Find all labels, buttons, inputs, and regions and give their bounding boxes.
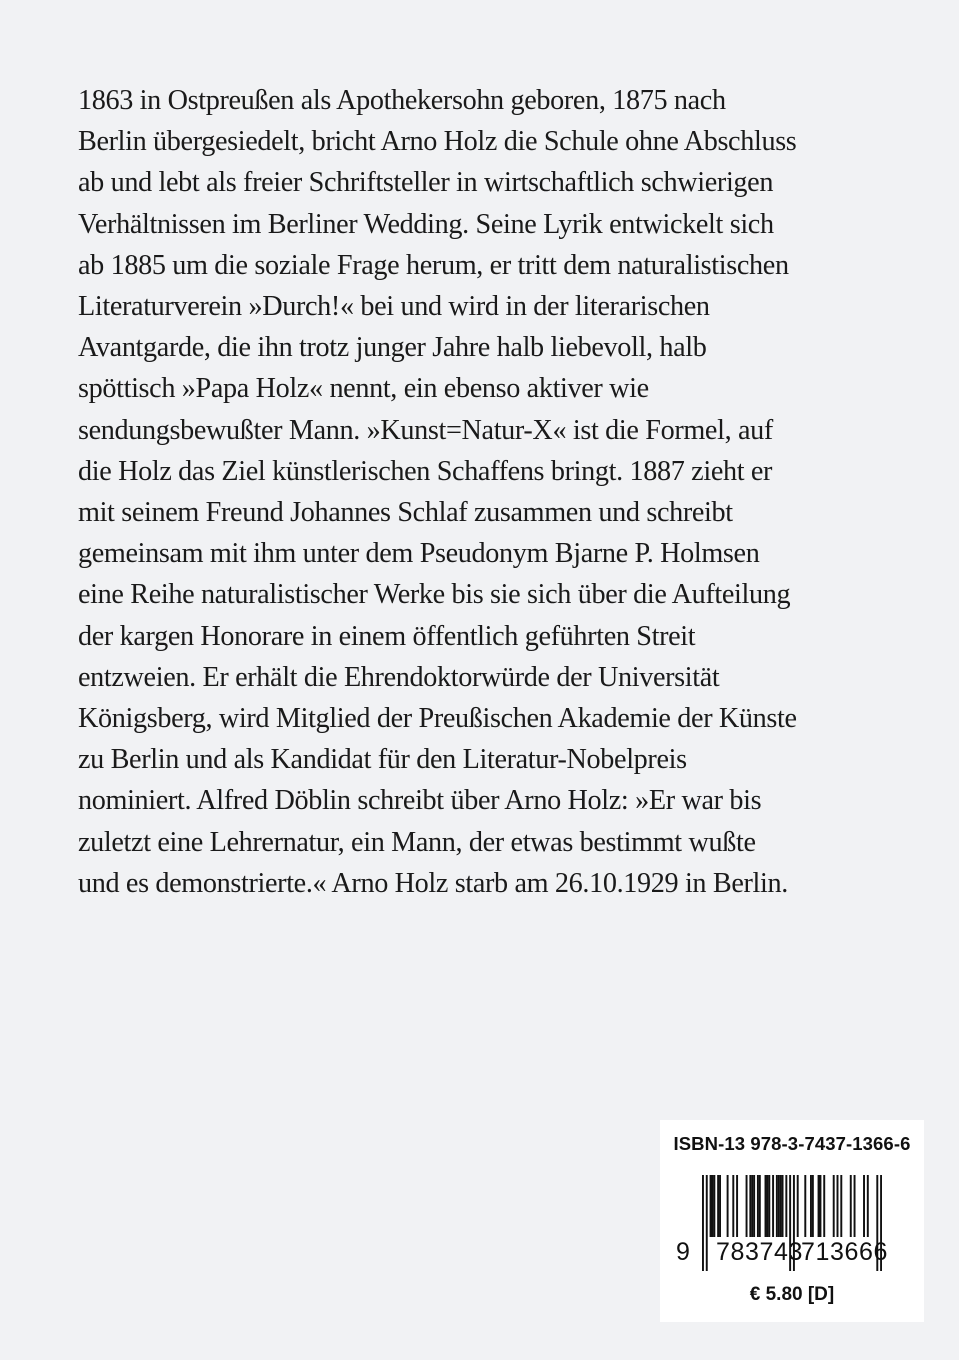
- bio-line: ab 1885 um die soziale Frage herum, er tritt dem naturalistischen: [78, 249, 789, 281]
- back-cover-biography: [78, 80, 898, 904]
- bio-line: sendungsbewußter Mann. »Kunst=Natur-X« ist die Formel, auf: [78, 414, 773, 446]
- bio-line: Avantgarde, die ihn trotz junger Jahre halb liebevoll, halb: [78, 332, 707, 364]
- barcode-first-digit: 9: [676, 1238, 691, 1266]
- bio-line: Berlin übergesiedelt, bricht Arno Holz die Schule ohne Abschluss: [78, 126, 797, 158]
- bio-line: der kargen Honorare in einem öffentlich geführten Streit: [78, 620, 696, 652]
- bio-line: nominiert. Alfred Döblin schreibt über Arno Holz: »Er war bis: [78, 785, 762, 817]
- price-label: € 5.80 [D]: [749, 1284, 835, 1305]
- bio-line: 1863 in Ostpreußen als Apothekersohn geboren, 1875 nach: [78, 85, 726, 116]
- bio-line: Königsberg, wird Mitglied der Preußischen Akademie der Künste: [78, 703, 797, 735]
- bio-line: und es demonstrierte.« Arno Holz starb am 26.10.1929 in Berlin.: [78, 867, 788, 899]
- bio-line: mit seinem Freund Johannes Schlaf zusammen und schreibt: [78, 497, 733, 529]
- bio-line: Verhältnissen im Berliner Wedding. Seine Lyrik entwickelt sich: [78, 208, 774, 240]
- isbn-barcode-label: [660, 1120, 924, 1322]
- bio-line: spöttisch »Papa Holz« nennt, ein ebenso aktiver wie: [78, 373, 649, 405]
- bio-line: Literaturverein »Durch!« bei und wird in der literarischen: [78, 291, 710, 323]
- isbn-number: ISBN-13 978-3-7437-1366-6: [673, 1133, 911, 1154]
- bio-line: entzweien. Er erhält die Ehrendoktorwürde der Universität: [78, 661, 720, 693]
- bio-line: zuletzt eine Lehrernatur, ein Mann, der etwas bestimmt wußte: [78, 826, 756, 858]
- bio-line: die Holz das Ziel künstlerischen Schaffens bringt. 1887 zieht er: [78, 455, 773, 487]
- barcode-right-digits: 713666: [801, 1238, 889, 1266]
- bio-line: zu Berlin und als Kandidat für den Literatur-Nobelpreis: [78, 744, 687, 776]
- barcode-left-digits: 783743: [716, 1238, 804, 1266]
- bio-line: gemeinsam mit ihm unter dem Pseudonym Bjarne P. Holmsen: [78, 538, 760, 570]
- bio-line: ab und lebt als freier Schriftsteller in wirtschaftlich schwierigen: [78, 167, 774, 199]
- bio-line: eine Reihe naturalistischer Werke bis sie sich über die Aufteilung: [78, 579, 791, 611]
